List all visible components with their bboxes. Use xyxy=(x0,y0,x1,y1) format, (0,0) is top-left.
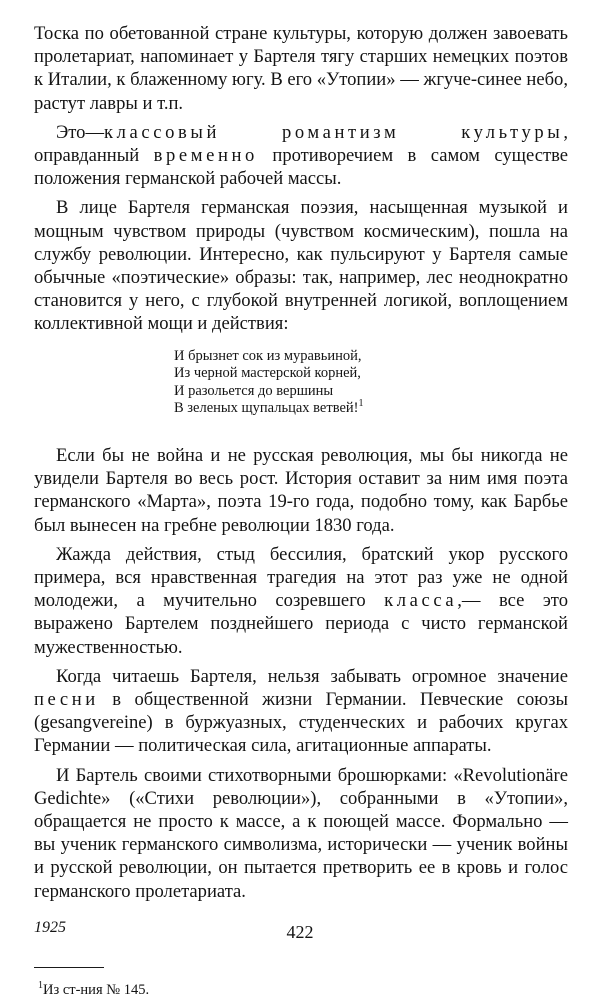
spaced-emphasis: временно xyxy=(153,145,258,167)
spaced-emphasis: класса xyxy=(384,590,458,612)
poem-line: В зеленых щупальцах ветвей!$^1$ xyxy=(174,398,364,417)
poem-quote xyxy=(174,348,568,418)
page-number: 422 xyxy=(286,922,314,942)
text-column xyxy=(34,22,568,999)
spaced-emphasis: песни xyxy=(34,689,99,711)
footnote-reference: 1 xyxy=(358,398,364,410)
paragraph-1: Тоска по обетованной стране культуры, которую должен завоевать пролетариат, напоминает у Бартеля тягу старших немецких поэтов к Италии, к блаженному югу. В его «Утопии» — жгуче-синее небо, растут лавры и т.п. xyxy=(34,23,568,114)
poem-line: И брызнет сок из муравьиной, xyxy=(174,347,362,364)
footnote-text: Из ст-ния № 145. xyxy=(43,981,150,998)
date: 1925 xyxy=(34,918,66,936)
paragraph-6: Когда читаешь Бартеля, нельзя забывать огромное значение песни в общественной жизни Германии. Певческие союзы (gesangvereine) в буржуазных, студенческих и рабочих кругах Германии — политическая сила, агитационные аппараты. xyxy=(34,665,568,757)
paragraph-7: И Бартель своими стихотворными брошюрками: «Revolutionäre Gedichte» («Стихи революции»), собранными в «Утопии», обращается не просто к массе, а к поющей массе. Формально — вы ученик германского символизма, исторически — ученик войны и русской революции, он пытается претворить ее в кровь и голос германского пролетариата. xyxy=(34,764,568,902)
spaced-emphasis: классовый романтизм культуры xyxy=(104,121,564,143)
poem-line: И разольется до вершины xyxy=(174,382,334,399)
poem-line: Из черной мастерской корней, xyxy=(174,365,361,382)
footnote-mark: 1 xyxy=(38,980,43,992)
footnote-divider xyxy=(34,967,104,968)
paragraph-3: В лице Бартеля германская поэзия, насыщенная музыкой и мощным чувством природы (чувством космическим), пошла на службу революции. Интересно, как пульсируют у Бартеля самые обычные «поэтические» образы: так, например, лес неоднократно становится у него, с глубокой внутренней логикой, воплощением коллективной мощи и действия: xyxy=(34,197,568,335)
paragraph-2: Это—классовый романтизм культуры, оправданный временно противоречием в самом существе положения германской рабочей массы. xyxy=(34,121,568,190)
paragraph-4: Если бы не война и не русская революция, мы бы никогда не увидели Бартеля во весь рост. История оставит за ним имя поэта германского «Марта», поэта 19-го года, подобно тому, как Барбье был вынесен на гребне революции 1830 года. xyxy=(34,445,568,536)
paragraph-5: Жажда действия, стыд бессилия, братский укор русского примера, вся нравственная трагедия на этот раз уже не одной молодежи, а мучительно созревшего класса,— все это выражено Бартелем позднейшего периода с чисто германской мужественностью. xyxy=(34,543,568,658)
footnote xyxy=(38,982,568,999)
